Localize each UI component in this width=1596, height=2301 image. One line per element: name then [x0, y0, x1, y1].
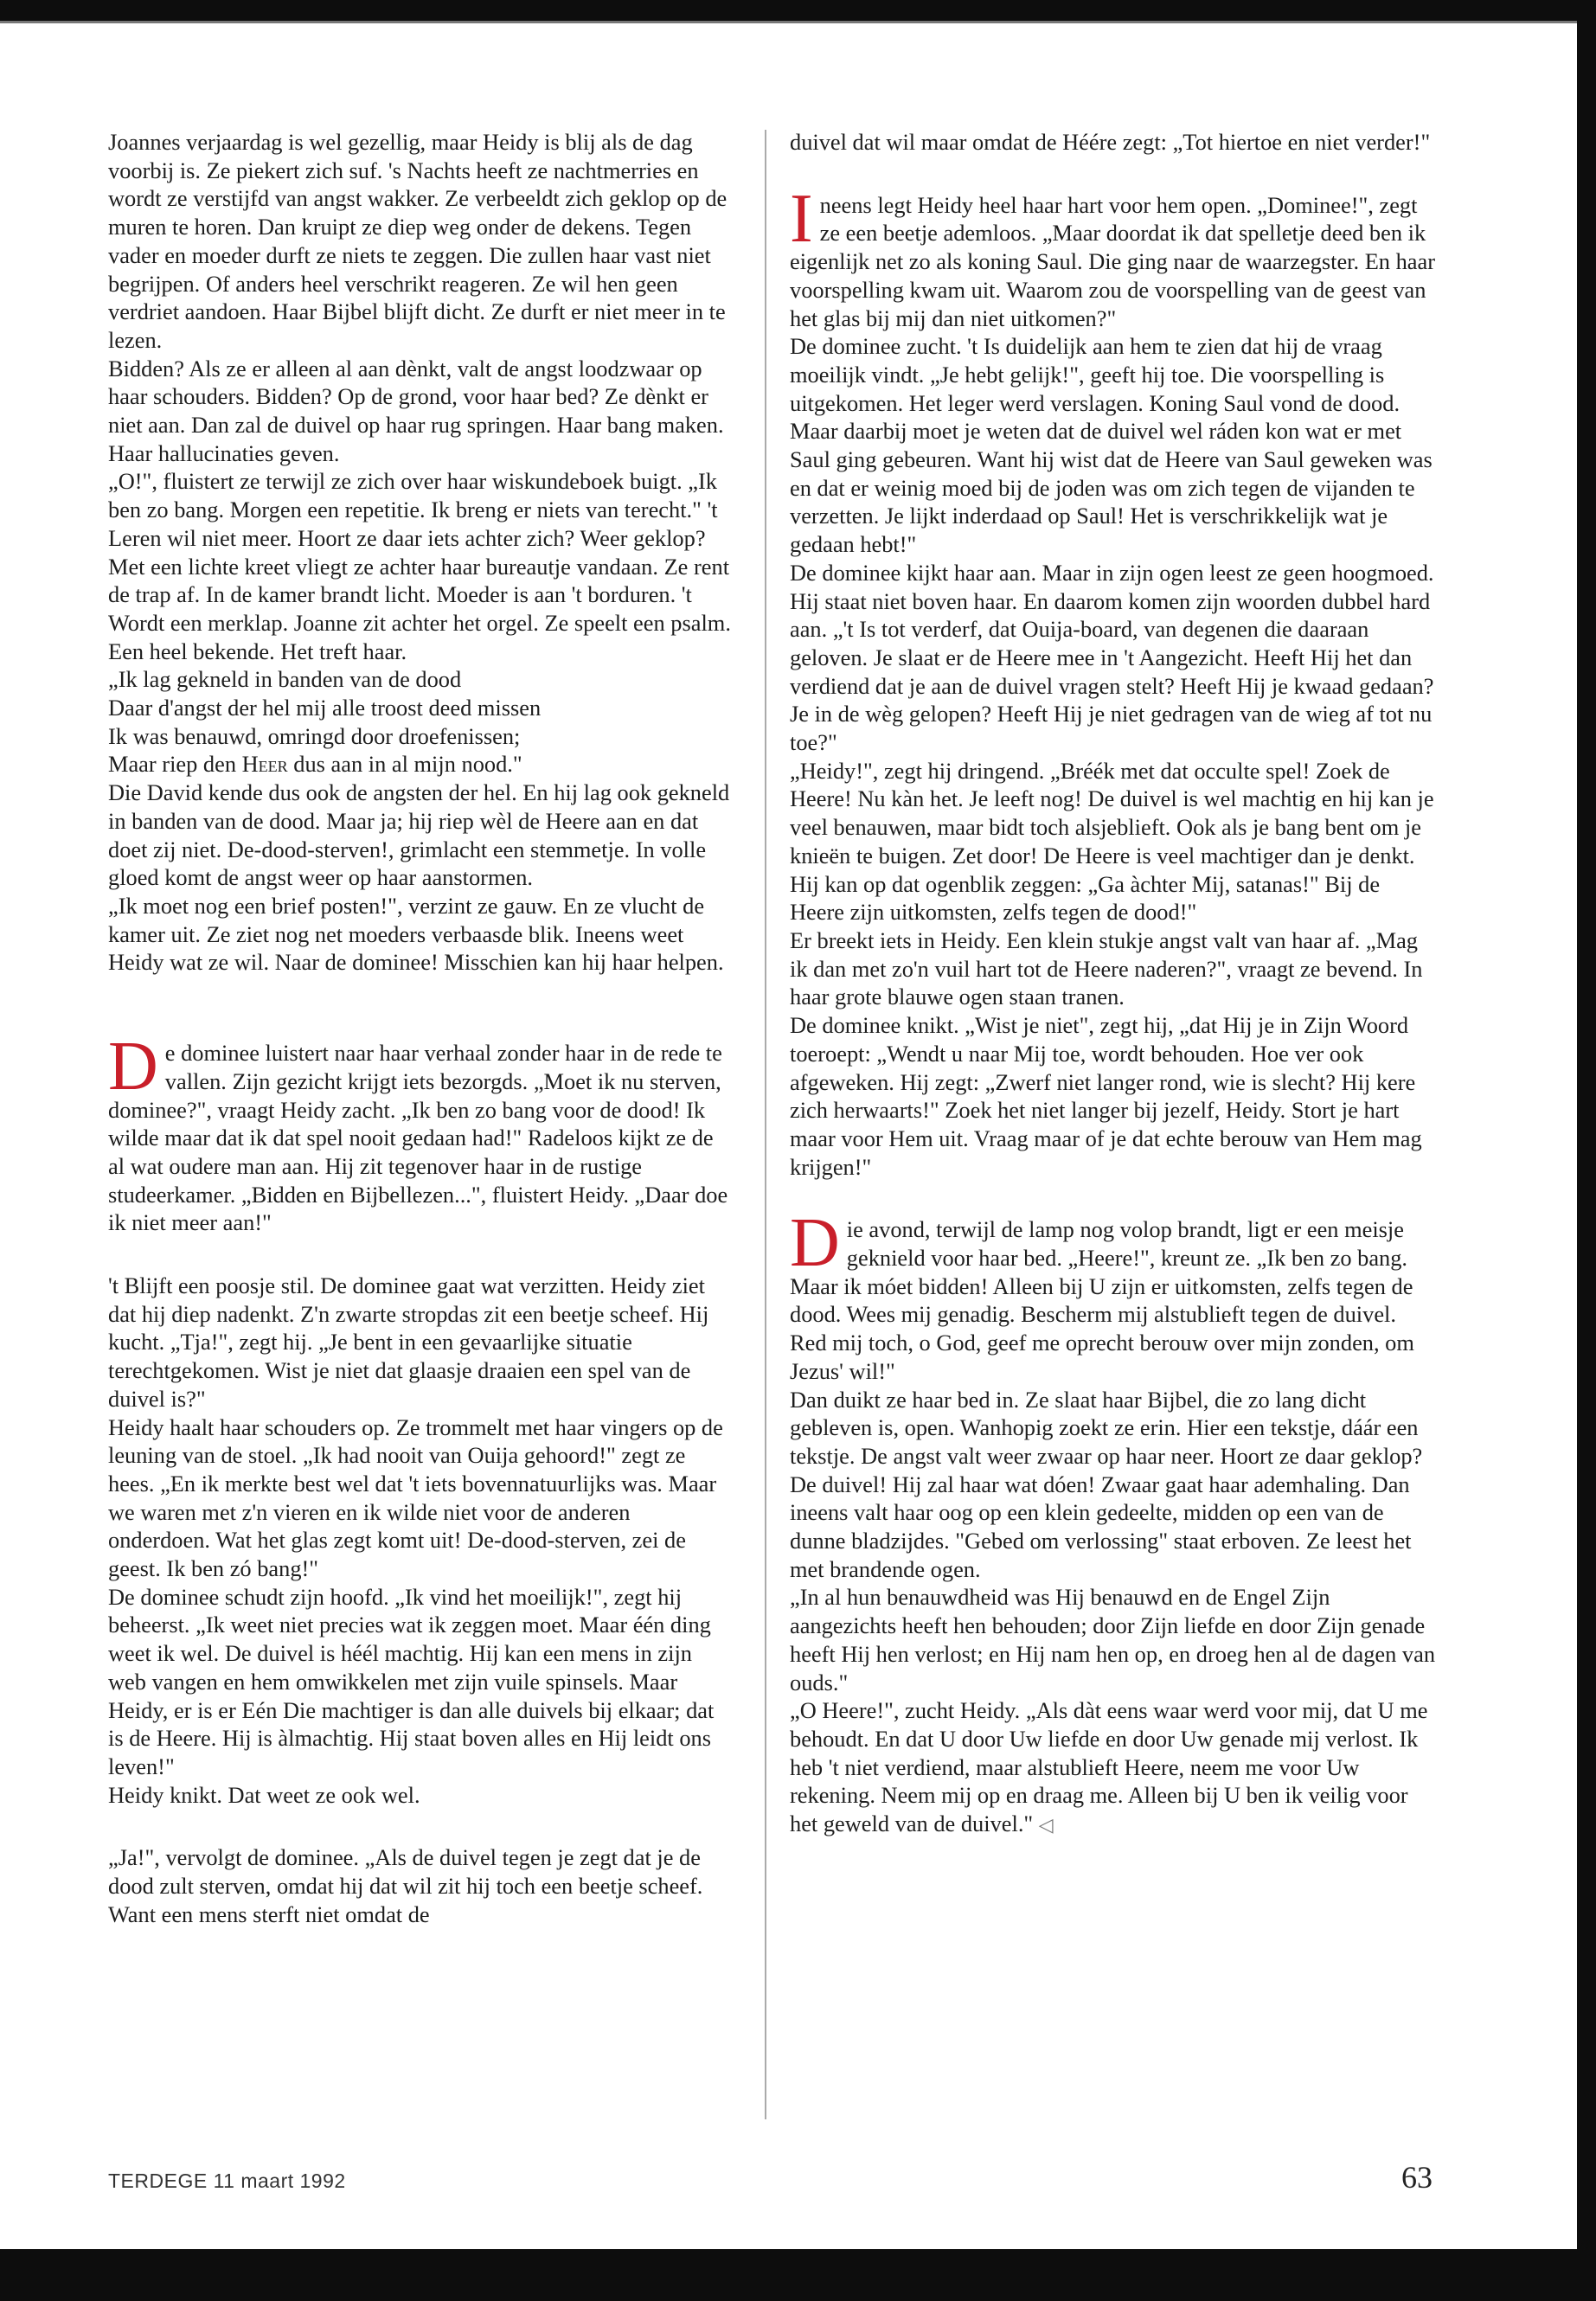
column-divider — [765, 130, 766, 2119]
end-of-article-icon: ◁ — [1038, 1814, 1054, 1836]
drop-cap-initial: D — [790, 1205, 840, 1282]
publication-footer: TERDEGE 11 maart 1992 — [108, 2170, 346, 2192]
paragraph: De dominee knikt. „Wist je niet", zegt hij, „dat Hij je in Zijn Woord toeroept: „Wendt u naar Mij toe, wordt behouden. Hoe ver ook afgeweken. Hij zegt: „Zwerf niet langer rond, wie is slecht? Hij kere zich herwaarts!" Zoek het niet langer bij jezelf, Heidy. Stort je hart maar voor Hem uit. Vraag maar of je dat echte berouw van Hem mag krijgen!" — [790, 1012, 1422, 1180]
left-column — [108, 128, 733, 1928]
paragraph: De dominee kijkt haar aan. Maar in zijn ogen leest ze geen hoogmoed. Hij staat niet boven haar. En daarom komen zijn woorden dubbel hard aan. „'t Is tot verderf, dat Ouija-board, van degenen die daaraan geloven. Je slaat er de Heere mee in 't Aangezicht. Heeft Hij het dan verdiend dat je aan de duivel vragen stelt? Heeft Hij je kwaad gedaan? Je in de wèg gelopen? Heeft Hij je niet gedragen van de wieg af tot nu toe?" — [790, 559, 1434, 756]
verse-line: Ik was benauwd, omringd door droefenissen; — [108, 722, 521, 749]
paragraph: „Ja!", vervolgt de dominee. „Als de duivel tegen je zegt dat je de dood zult sterven, omdat hij dat wil zit hij toch een beetje scheef. Want een mens sterft niet omdat de — [108, 1844, 703, 1927]
paragraph: Heidy haalt haar schouders op. Ze trommelt met haar vingers op de leuning van de stoel. „Ik had nooit van Ouija gehoord!" zegt ze hees. „En ik merkte best wel dat 't iets bovennatuurlijks was. Maar we waren met z'n vieren en ik wilde niet voor de anderen onderdoen. Wat het glas zegt komt uit! De-dood-sterven, zei de geest. Ik ben zó bang!" — [108, 1413, 723, 1582]
paragraph: Dan duikt ze haar bed in. Ze slaat haar Bijbel, die zo lang dicht gebleven is, open. Wanhopig zoekt ze erin. Hier een tekstje, dáár een tekstje. De angst valt weer zwaar op haar neer. Hoort ze daar geklop? De duivel! Hij zal haar wat dóen! Zwaar gaat haar ademhaling. Dan ineens valt haar oog op een klein gedeelte, midden op een van de dunne bladzijdes. "Gebed om verlossing" staat erboven. Ze leest het met brandende ogen. — [790, 1386, 1423, 1582]
section-opening: De dominee luistert naar haar verhaal zonder haar in de rede te vallen. Zijn gezicht krijgt iets bezorgds. „Moet ik nu sterven, dominee?", vraagt Heidy zacht. „Ik ben zo bang voor de dood! Ik wilde maar dat ik dat spel nooit gedaan had!" Radeloos kijkt ze de al wat oudere man aan. Hij zit tegenover haar in de rustige studeerkamer. „Bidden en Bijbellezen...", fluistert Heidy. „Daar doe ik niet meer aan!" — [108, 1029, 728, 1236]
paragraph: 't Blijft een poosje stil. De dominee gaat wat verzitten. Heidy ziet dat hij diep nadenkt. Z'n zwarte stropdas zit een beetje scheef. Hij kucht. „Tja!", zegt hij. „Je bent in een gevaarlijke situatie terechtgekomen. Wist je niet dat glaasje draaien een spel van de duivel is?" — [108, 1272, 709, 1412]
scan-border-right — [1577, 0, 1596, 2301]
paragraph: Heidy knikt. Dat weet ze ook wel. — [108, 1781, 420, 1808]
verse-line: „Ik lag gekneld in banden van de dood — [108, 666, 462, 693]
psalm-verse — [108, 665, 733, 779]
paragraph: „Heidy!", zegt hij dringend. „Bréék met dat occulte spel! Zoek de Heere! Nu kàn het. Je leeft nog! De duivel is wel machtig en hij kan je veel benauwen, maar bidt toch alsjeblieft. Ook als je bang bent om je knieën te buigen. Zet door! De Heere is veel machtiger dan je denkt. Hij kan op dat ogenblik zeggen: „Ga àchter Mij, satanas!" Bij de Heere zijn uitkomsten, zelfs tegen de dood!" — [790, 757, 1434, 926]
drop-cap-initial: D — [108, 1029, 158, 1106]
scan-border-bottom — [0, 2249, 1596, 2301]
paragraph: „O Heere!", zucht Heidy. „Als dàt eens waar werd voor mij, dat U me behoudt. En dat U door Uw liefde en door Uw genade mij verlost. Ik heb 't niet verdiend, maar alstublieft Heere, neem me voor Uw rekening. Neem mij op en draag me. Alleen bij U ben ik veilig voor het geweld van de duivel." ◁ — [790, 1697, 1428, 1837]
paragraph: „Ik moet nog een brief posten!", verzint ze gauw. En ze vlucht de kamer uit. Ze ziet nog net moeders verbaasde blik. Ineens weet Heidy wat ze wil. Naar de dominee! Misschien kan hij haar helpen. — [108, 892, 724, 976]
section-opening: Die avond, terwijl de lamp nog volop brandt, ligt er een meisje geknield voor haar bed. „Heere!", kreunt ze. „Ik ben zo bang. Maar ik móet bidden! Alleen bij U zijn er uitkomsten, zelfs tegen de dood. Wees mij genadig. Bescherm mij alstublieft tegen de duivel. Red mij toch, o God, geef me oprecht berouw over mijn zonden, om Jezus' wil!" — [790, 1205, 1414, 1384]
verse-line: Maar riep den Heer dus aan in al mijn nood." — [108, 751, 522, 778]
page-number: 63 — [1401, 2160, 1433, 2195]
scan-border-top-edge — [0, 21, 1596, 23]
paragraph: Er breekt iets in Heidy. Een klein stukje angst valt van haar af. „Mag ik dan met zo'n vuil hart tot de Heere naderen?", vraagt ze bevend. In haar grote blauwe ogen staan tranen. — [790, 926, 1423, 1010]
paragraph: „In al hun benauwdheid was Hij benauwd en de Engel Zijn aangezichts heeft hen behouden; door Zijn liefde en door Zijn genade heeft Hij hen verlost; en Hij nam hen op, en droeg hen al de dagen van ouds." — [790, 1584, 1436, 1695]
paragraph: De dominee schudt zijn hoofd. „Ik vind het moeilijk!", zegt hij beheerst. „Ik weet niet precies wat ik zeggen moet. Maar één ding weet ik wel. De duivel is héél machtig. Hij kan een mens in zijn web vangen en hem omwikkelen met zijn vuile spinsels. Maar Heidy, er is er Eén Die machtiger is dan alle duivels bij elkaar; dat is de Heere. Hij is àlmachtig. Hij staat boven alles en Hij leidt ons leven!" — [108, 1583, 715, 1779]
scan-border-top — [0, 0, 1596, 21]
verse-line: Daar d'angst der hel mij alle troost deed missen — [108, 695, 542, 721]
section-opening: Ineens legt Heidy heel haar hart voor hem open. „Dominee!", zegt ze een beetje ademloos. „Maar doordat ik dat spelletje deed ben ik eigenlijk net zo als koning Saul. Die ging naar de waarzegster. En haar voorspelling kwam uit. Waarom zou de voorspelling van de geest van het glas bij mij dan niet uitkomen?" — [790, 180, 1436, 331]
paragraph: „O!", fluistert ze terwijl ze zich over haar wiskundeboek buigt. „Ik ben zo bang. Morgen een repetitie. Ik breng er niets van terecht." 't Leren wil niet meer. Hoort ze daar iets achter zich? Weer geklop? Met een lichte kreet vliegt ze achter haar bureautje vandaan. Ze rent de trap af. In de kamer brandt licht. Moeder is aan 't borduren. 't Wordt een merklap. Joanne zit achter het orgel. Ze speelt een psalm. Een heel bekende. Het treft haar. — [108, 468, 731, 664]
paragraph: De dominee zucht. 't Is duidelijk aan hem te zien dat hij de vraag moeilijk vindt. „Je hebt gelijk!", geeft hij toe. Die voorspelling is uitgekomen. Het leger werd verslagen. Koning Saul vond de dood. Maar daarbij moet je weten dat de duivel wel ráden kon wat er met Saul ging gebeuren. Want hij wist dat de Heere van Saul geweken was en dat er weinig moed bij de joden was om zich tegen de vijanden te verzetten. Je lijkt inderdaad op Saul! Het is verschrikkelijk wat je gedaan hebt!" — [790, 333, 1433, 558]
drop-cap-initial: I — [790, 180, 813, 257]
paragraph: duivel dat wil maar omdat de Héére zegt: „Tot hiertoe en niet verder!" — [790, 129, 1431, 155]
paragraph: Joannes verjaardag is wel gezellig, maar Heidy is blij als de dag voorbij is. Ze piekert zich suf. 's Nachts heeft ze nachtmerries en wordt ze verstijfd van angst wakker. Ze verbeeldt zich geklop op de muren te horen. Dan kruipt ze diep weg onder de dekens. Tegen vader en moeder durft ze niets te zeggen. Die zullen haar vast niet begrijpen. Of anders heel verschrikt reageren. Ze wil hen geen verdriet aandoen. Haar Bijbel blijft dicht. Ze durft er niet meer in te lezen. — [108, 129, 727, 353]
paragraph: Bidden? Als ze er alleen al aan dènkt, valt de angst loodzwaar op haar schouders. Bidden? Op de grond, voor haar bed? Ze dènkt er niet aan. Dan zal de duivel op haar rug springen. Haar bang maken. Haar hallucinaties geven. — [108, 355, 724, 466]
paragraph: Die David kende dus ook de angsten der hel. En hij lag ook gekneld in banden van de dood. Maar ja; hij riep wèl de Heere aan en dat doet zij niet. De-dood-sterven!, grimlacht een stemmetje. In volle gloed komt de angst weer op haar aanstormen. — [108, 779, 730, 891]
right-column — [790, 128, 1439, 1840]
